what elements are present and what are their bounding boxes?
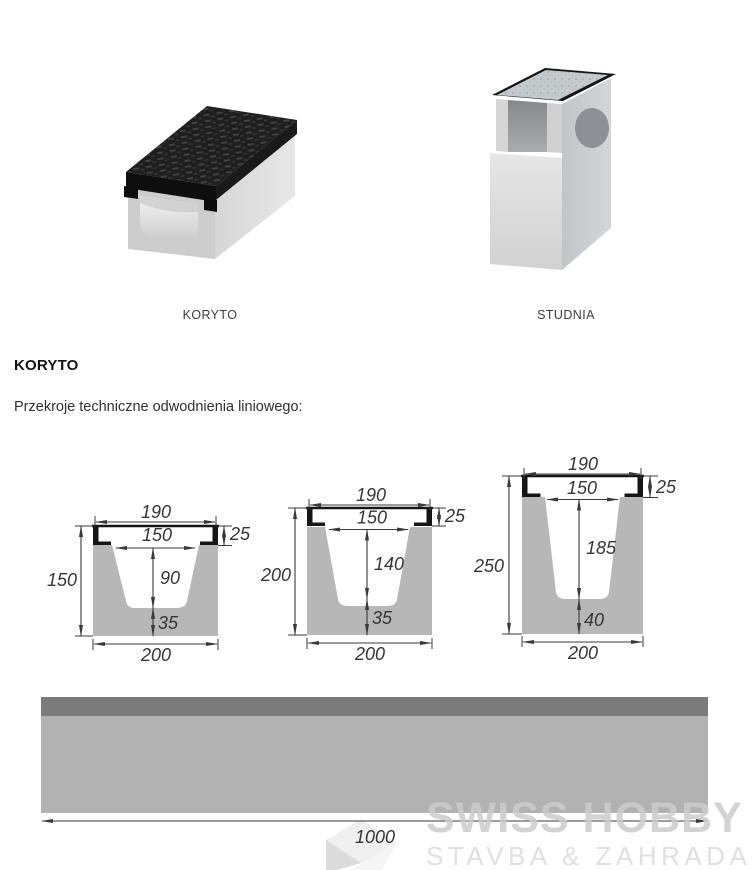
studnia-render xyxy=(490,68,616,270)
dim-bottom-width: 200 xyxy=(140,645,172,665)
dim-total-height: 200 xyxy=(260,565,291,585)
koryto-render xyxy=(124,106,297,259)
dim-bottom-width: 200 xyxy=(567,643,599,663)
studnia-product-image xyxy=(478,50,628,280)
section-heading: KORYTO xyxy=(14,357,79,374)
product-label-koryto: KORYTO xyxy=(182,308,238,322)
dim-total-height: 250 xyxy=(473,556,504,576)
dim-base-thickness: 35 xyxy=(372,608,393,628)
dim-top-width: 190 xyxy=(355,485,387,505)
dim-opening-width: 150 xyxy=(356,507,388,528)
dim-total-height: 150 xyxy=(46,570,77,590)
dim-base-thickness: 35 xyxy=(158,613,179,633)
watermark-subtitle: STAVBA & ZAHRADA xyxy=(426,841,752,870)
dim-top-width: 190 xyxy=(140,502,172,522)
koryto-product-image xyxy=(115,95,310,270)
dim-length: 1000 xyxy=(354,827,396,847)
dim-bottom-width: 200 xyxy=(354,644,386,664)
dim-opening-width: 150 xyxy=(566,478,598,498)
dim-edge-height: 25 xyxy=(656,477,677,497)
product-label-studnia: STUDNIA xyxy=(537,308,595,322)
dim-edge-height: 25 xyxy=(230,524,251,544)
dim-channel-depth: 90 xyxy=(160,568,181,588)
section-intro: Przekroje techniczne odwodnienia liniowego: xyxy=(14,399,303,415)
watermark-title: SWISS HOBBY xyxy=(426,794,743,842)
cross-section-2 xyxy=(260,485,466,664)
dim-edge-height: 25 xyxy=(445,506,466,526)
cross-section-1 xyxy=(47,502,251,665)
dim-base-thickness: 40 xyxy=(584,610,605,630)
dim-opening-width: 150 xyxy=(141,525,173,545)
dim-channel-depth: 185 xyxy=(586,538,617,558)
cross-sections-figure xyxy=(0,430,754,675)
cross-section-3 xyxy=(473,454,677,663)
dim-top-width: 190 xyxy=(567,454,599,474)
dim-channel-depth: 140 xyxy=(374,554,405,574)
